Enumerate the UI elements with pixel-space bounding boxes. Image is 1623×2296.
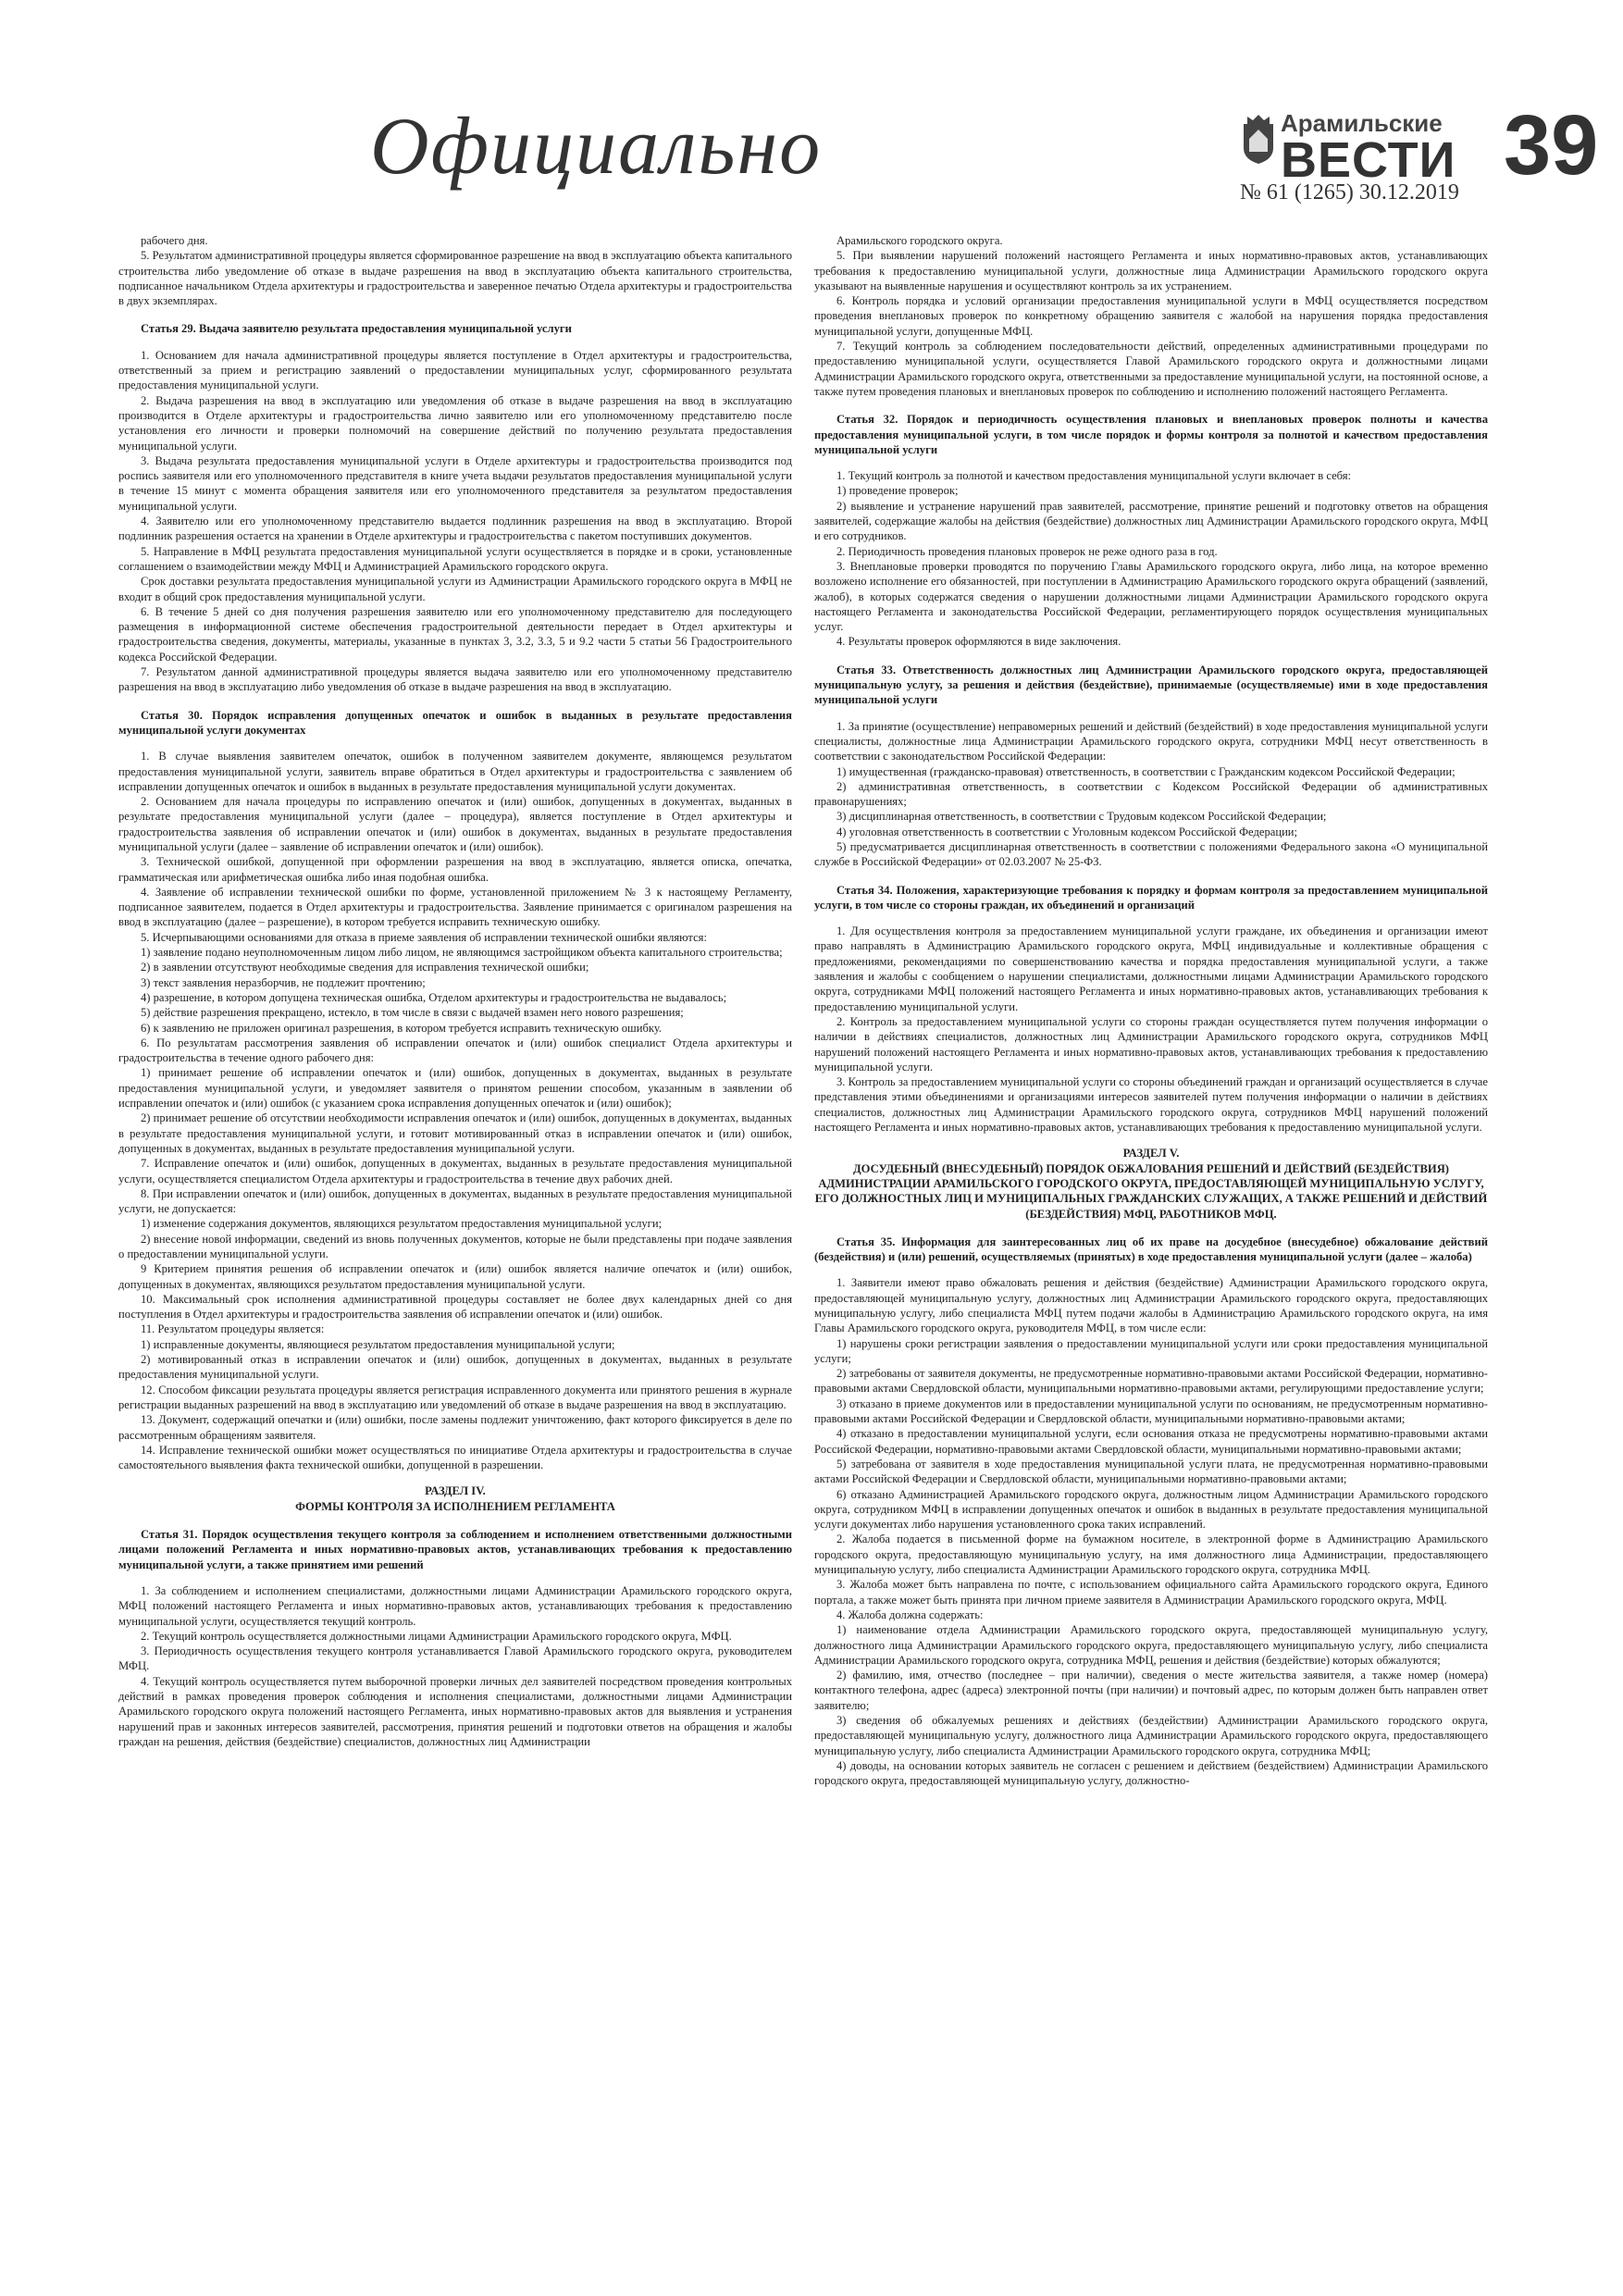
paragraph: 2. Основанием для начала процедуры по исправлению опечаток и (или) ошибок, допущенных в документах, выданных в результате предоставления муниципальной услуги (далее – процедура), является поступление в Отдел архитектуры и градостроительства заявления об исправлении опечаток и (или) ошибок в документах, выданных в результате предоставления муниципальной услуги (далее – заявление об исправлении опечаток и (или) ошибок). bbox=[118, 795, 792, 853]
paragraph: 5) затребована от заявителя в ходе предоставления муниципальной услуги плата, не предусмотренная нормативно-правовыми актами Российской Федерации и Свердловской области, муниципальными нормативно-правовыми актами; bbox=[814, 1457, 1488, 1486]
paragraph: 1) нарушены сроки регистрации заявления о предоставлении муниципальной услуги или сроки предоставления муниципальной услуги; bbox=[814, 1336, 1488, 1365]
paragraph: 1. Текущий контроль за полнотой и качеством предоставления муниципальной услуги включает в себя: bbox=[836, 469, 1352, 483]
paragraph: 1) заявление подано неуполномоченным лицом либо лицом, не являющимся застройщиком объекта капитального строительства; bbox=[141, 946, 783, 960]
paragraph: 6. Контроль порядка и условий организации предоставления муниципальной услуги в МФЦ осуществляется посредством проведения внеплановых проверок по конкретному обращению заявителя с жалобой на нарушения порядка предоставления муниципальной услуги, допущенные МФЦ. bbox=[814, 294, 1488, 338]
paragraph: 2. Текущий контроль осуществляется должностными лицами Администрации Арамильского городского округа, МФЦ. bbox=[141, 1629, 732, 1643]
paragraph: 6. В течение 5 дней со дня получения разрешения заявителю или его уполномоченному представителю для последующего размещения в информационной системе обеспечения градостроительной деятельности передает в Отдел архитектуры и градостроительства сведения, документы, материалы, указанные в пунктах 3, 3.2, 3.3, 5 и 9.2 части 5 статьи 56 Градостроительного кодекса Российской Федерации. bbox=[118, 604, 792, 664]
page-header bbox=[111, 0, 1599, 222]
paragraph: Арамильского городского округа. bbox=[836, 234, 1003, 247]
brand-small-text: Арамильские bbox=[1281, 109, 1443, 137]
paragraph: 3. Жалоба может быть направлена по почте, с использованием официального сайта Арамильского городского округа, Единого портала, а также может быть принята при личном приеме заявителя в Администрации Арамильского городского округа, МФЦ. bbox=[814, 1578, 1488, 1607]
paragraph: 6) отказано Администрацией Арамильского городского округа, должностным лицом Администрации Арамильского городского округа, сотрудником МФЦ в исправлении допущенных опечаток и ошибок в выданных в результате предоставления муниципальной услуги документах либо нарушения установленного срока таких исправлений. bbox=[814, 1487, 1488, 1532]
paragraph: 5. Результатом административной процедуры является сформированное разрешение на ввод в эксплуатацию объекта капитального строительства либо уведомление об отказе в выдаче разрешения на ввод в эксплуатацию объекта капитального строительства, подписанное начальником Отдела архитектуры и градостроительства и заверенное печатью Отдела архитектуры и градостроительства в двух экземплярах. bbox=[118, 249, 792, 308]
paragraph: 2) мотивированный отказ в исправлении опечаток и (или) ошибок, допущенных в документах, выданных в результате предоставления муниципальной услуги. bbox=[118, 1353, 792, 1382]
section-heading: РАЗДЕЛ IV. ФОРМЫ КОНТРОЛЯ ЗА ИСПОЛНЕНИЕМ РЕГЛАМЕНТА bbox=[295, 1484, 615, 1513]
paragraph: 3. Технической ошибкой, допущенной при оформлении разрешения на ввод в эксплуатацию, является описка, опечатка, грамматическая или арифметическая ошибка либо иная подобная ошибка. bbox=[118, 855, 792, 884]
paragraph: рабочего дня. bbox=[141, 234, 208, 247]
paragraph: 4) разрешение, в котором допущена техническая ошибка, Отделом архитектуры и градостроительства не выдавалось; bbox=[141, 990, 727, 1004]
paragraph: 2. Выдача разрешения на ввод в эксплуатацию или уведомления об отказе в выдаче разрешения на ввод в эксплуатацию производится в Отделе архитектуры и градостроительства лично заявителю или его уполномоченному представителю после установления его личности и проверки полномочий на совершение действий по получению результата предоставления муниципальной услуги. bbox=[118, 393, 792, 453]
paragraph: 9 Критерием принятия решения об исправлении опечаток и (или) ошибок является наличие опечаток и (или) ошибок, допущенных в документах, являющихся результатом предоставления муниципальной услуги. bbox=[118, 1262, 792, 1291]
paragraph: 8. При исправлении опечаток и (или) ошибок, допущенных в документах, выданных в результате предоставления муниципальной услуги, не допускается: bbox=[118, 1186, 792, 1216]
paragraph: 2) внесение новой информации, сведений из вновь полученных документов, которые не были представлены при подаче заявления о предоставлении муниципальной услуги. bbox=[118, 1232, 792, 1260]
crest-icon bbox=[1240, 111, 1277, 165]
paragraph: 2) административная ответственность, в соответствии с Кодексом Российской Федерации об административных правонарушениях; bbox=[814, 779, 1488, 809]
paragraph: 4. Заявление об исправлении технической ошибки по форме, установленной приложением № 3 к настоящему Регламенту, подписанное заявителем, подается в Отдел архитектуры и градостроительства. Заявление принимается с оригиналом разрешения на ввод в эксплуатацию (далее – разрешение), в котором требуется исправить техническую ошибку. bbox=[118, 885, 792, 929]
paragraph: 5) действие разрешения прекращено, истекло, в том числе в связи с выдачей взамен него нового разрешения; bbox=[141, 1006, 684, 1020]
paragraph: 3) текст заявления неразборчив, не подлежит прочтению; bbox=[141, 975, 426, 989]
paragraph: 1. За принятие (осуществление) неправомерных решений и действий (бездействий) в ходе предоставления муниципальной услуги специалисты, должностные лица Администрации Арамильского городского округа, сотрудники МФЦ несут ответственность в соответствии с законодательством Российской Федерации: bbox=[814, 719, 1488, 763]
paragraph: 2. Жалоба подается в письменной форме на бумажном носителе, в электронной форме в Администрацию Арамильского городского округа, предоставляющую муниципальную услугу, на имя должностного лица Администрации, предоставляющего муниципальную услугу, либо специалиста Администрации Арамильского городского округа, сотрудника МФЦ. bbox=[814, 1533, 1488, 1577]
paragraph: 2. Периодичность проведения плановых проверок не реже одного раза в год. bbox=[836, 544, 1218, 558]
paragraph: 14. Исправление технической ошибки может осуществляться по инициативе Отдела архитектуры и градостроительства в случае самостоятельного выявления факта технической ошибки, допущенной в разрешении. bbox=[118, 1443, 792, 1472]
left-column bbox=[118, 233, 792, 2251]
paragraph: 2) в заявлении отсутствуют необходимые сведения для исправления технической ошибки; bbox=[141, 961, 589, 974]
paragraph: 4) доводы, на основании которых заявитель не согласен с решением и действием (бездействием) Администрации Арамильского городского округа, предоставляющей муниципальную услугу, должностно- bbox=[814, 1758, 1488, 1788]
paragraph: 1. В случае выявления заявителем опечаток, ошибок в полученном заявителем документе, являющемся результатом предоставления муниципальной услуги, заявитель вправе обратиться в Отдел архитектуры и градостроительства с заявлением об исправлении допущенных опечаток и ошибок в выданных в результате предоставления муниципальной услуги документах. bbox=[118, 750, 792, 793]
paragraph: 1) принимает решение об исправлении опечаток и (или) ошибок, допущенных в документах, выданных в результате предоставления муниципальной услуги, и уведомляет заявителя о принятом решении способом, указанным в заявлении об исправлении опечаток и (или) ошибок (с указанием срока исправления допущенных опечаток и (или) ошибок); bbox=[118, 1066, 792, 1111]
paragraph: 1. Для осуществления контроля за предоставлением муниципальной услуги граждане, их объединения и организации имеют право направлять в Администрацию Арамильского городского округа, МФЦ индивидуальные и коллективные обращения с предложениями, рекомендациями по совершенствованию качества и порядка предоставления муниципальной услуги, а также заявления и жалобы с сообщением о нарушении специалистами, должностными лицами Администрации Арамильского городского округа, сотрудниками МФЦ положений настоящего Регламента и иных нормативно-правовых актов, устанавливающих требования к предоставлению муниципальной услуги. bbox=[814, 925, 1488, 1013]
paragraph: 7. Результатом данной административной процедуры является выдача заявителю или его уполномоченному представителю разрешения на ввод в эксплуатацию либо уведомления об отказе в выдаче разрешения на ввод в эксплуатацию. bbox=[118, 665, 792, 694]
paragraph: 1. Основанием для начала административной процедуры является поступление в Отдел архитектуры и градостроительства, ответственный за прием и регистрацию заявлений о предоставлении муниципальных услуг, сформированного результата предоставления муниципальной услуги. bbox=[118, 348, 792, 392]
paragraph: 6. По результатам рассмотрения заявления об исправлении опечаток и (или) ошибок специалист Отдела архитектуры и градостроительства в течение одного рабочего дня: bbox=[118, 1036, 792, 1065]
paragraph: 1. Заявители имеют право обжаловать решения и действия (бездействие) Администрации Арамильского городского округа, предоставляющей муниципальную услугу, должностных лиц Администрации Арамильского городского округа, предоставляющих муниципальную услугу, либо специалиста МФЦ путем подачи жалобы в Администрацию Арамильского городского округа, на имя Главы Арамильского городского округа, руководителя МФЦ, в том числе если: bbox=[814, 1276, 1488, 1335]
paragraph: 2) принимает решение об отсутствии необходимости исправления опечаток и (или) ошибок, допущенных в документах, выданных в результате предоставления муниципальной услуги, и готовит мотивированный отказ в исправлении опечаток и (или) ошибок, допущенных в документах, выданных в результате предоставления муниципальной услуги. bbox=[118, 1111, 792, 1155]
article-heading: Статья 33. Ответственность должностных лиц Администрации Арамильского городского округа, предоставляющей муниципальную услугу, за решения и действия (бездействие), принимаемые (осуществляемые) ими в ходе предоставления муниципальной услуги bbox=[814, 663, 1488, 707]
paragraph: 12. Способом фиксации результата процедуры является регистрация исправленного документа или принятого решения в журнале регистрации выданных разрешений на ввод в эксплуатацию или уведомлений об отказе в выдаче разрешения на ввод в эксплуатацию. bbox=[118, 1383, 792, 1411]
right-column bbox=[814, 233, 1488, 2251]
paragraph: 7. Текущий контроль за соблюдением последовательности действий, определенных административными процедурами по предоставлению муниципальной услуги, осуществляется Главой Арамильского городского округа и должностными лицами Администрации Арамильского городского округа, ответственными за предоставление муниципальной услуги, на постоянной основе, а также путем проведения плановых и внеплановых проверок по соблюдению и исполнению положений настоящего Регламента. bbox=[814, 340, 1488, 398]
paragraph: 4) уголовная ответственность в соответствии с Уголовным кодексом Российской Федерации; bbox=[836, 825, 1298, 838]
paragraph: 1) исправленные документы, являющиеся результатом предоставления муниципальной услуги; bbox=[141, 1337, 615, 1351]
paragraph: 1) имущественная (гражданско-правовая) ответственность, в соответствии с Гражданским кодексом Российской Федерации; bbox=[836, 764, 1456, 778]
paragraph: 3) отказано в приеме документов или в предоставлении муниципальной услуги по основаниям, не предусмотренным нормативно-правовыми актами Российской Федерации и Свердловской области, муниципальными нормативно-правовыми актами; bbox=[814, 1396, 1488, 1426]
paragraph: 6) к заявлению не приложен оригинал разрешения, в котором требуется исправить техническую ошибку. bbox=[141, 1021, 663, 1035]
paragraph: 7. Исправление опечаток и (или) ошибок, допущенных в документах, выданных в результате предоставления муниципальной услуги, осуществляется специалистом Отдела архитектуры и градостроительства в течение двух рабочих дней. bbox=[118, 1157, 792, 1185]
paragraph: 3. Периодичность осуществления текущего контроля устанавливается Главой Арамильского городского округа, руководителем МФЦ. bbox=[118, 1644, 792, 1673]
article-heading: Статья 32. Порядок и периодичность осуществления плановых и внеплановых проверок полноты и качества предоставления муниципальной услуги, в том числе порядок и формы контроля за полнотой и качеством предоставления муниципальной услуги bbox=[814, 413, 1488, 456]
paragraph: 5) предусматривается дисциплинарная ответственность в соответствии с положениями Федерального закона «О муниципальной службе в Российской Федерации» от 02.03.2007 № 25-ФЗ. bbox=[814, 839, 1488, 869]
article-heading: Статья 35. Информация для заинтересованных лиц об их праве на досудебное (внесудебное) обжалование действий (бездействия) и (или) решений, осуществляемых (принятых) в ходе предоставления муниципальной услуги (далее – жалоба) bbox=[814, 1235, 1488, 1264]
paragraph: 5. При выявлении нарушений положений настоящего Регламента и иных нормативно-правовых актов, устанавливающих требования к предоставлению муниципальной услуги, должностные лица Администрации Арамильского городского округа указывают на выявленные нарушения и осуществляют контроль за их устранением. bbox=[814, 249, 1488, 292]
paragraph: 4. Текущий контроль осуществляется путем выборочной проверки личных дел заявителей посредством проведения контрольных действий в рамках проведения проверок соблюдения и исполнения специалистами, должностными лицами Администрации Арамильского городского округа положений настоящего Регламента, иных нормативно-правовых актов для выявления и устранения нарушений прав и законных интересов заявителей, рассмотрения, принятия решений и подготовки ответов на обращения и жалобы граждан на решения, действия (бездействие) специалистов, должностных лиц Администрации bbox=[118, 1674, 792, 1748]
paragraph: 1) наименование отдела Администрации Арамильского городского округа, предоставляющей муниципальную услугу, должностного лица Администрации Арамильского городского округа, предоставляющего муниципальную услугу, либо специалиста Администрации Арамильского городского округа, сотрудника МФЦ, решения и действия (бездействие) которых обжалуются; bbox=[814, 1623, 1488, 1667]
section-heading: РАЗДЕЛ V. ДОСУДЕБНЫЙ (ВНЕСУДЕБНЫЙ) ПОРЯДОК ОБЖАЛОВАНИЯ РЕШЕНИЙ И ДЕЙСТВИЙ (БЕЗДЕЙСТВИЯ) АДМИНИСТРАЦИИ АРАМИЛЬСКОГО ГОРОДСКОГО ОКРУГА, ПРЕДОСТАВЛЯЮЩЕЙ МУНИЦИПАЛЬНУЮ УСЛУГУ, ЕГО ДОЛЖНОСТНЫХ ЛИЦ И МУНИЦИПАЛЬНЫХ ГРАЖДАНСКИХ СЛУЖАЩИХ, А ТАКЖЕ РЕШЕНИЙ И ДЕЙСТВИЙ (БЕЗДЕЙСТВИЯ) МФЦ, РАБОТНИКОВ МФЦ. bbox=[814, 1147, 1488, 1221]
paragraph: 1) проведение проверок; bbox=[836, 484, 959, 498]
paragraph: 3. Выдача результата предоставления муниципальной услуги в Отделе архитектуры и градостроительства производится под роспись заявителя или его уполномоченного представителя в книге учета выдачи результатов предоставления муниципальной услуги в течение 15 минут с момента обращения заявителя или его уполномоченного представителя за результатом предоставления муниципальной услуги. bbox=[118, 453, 792, 513]
page-number: 39 bbox=[1504, 98, 1599, 192]
paragraph: 1. За соблюдением и исполнением специалистами, должностными лицами Администрации Арамильского городского округа, МФЦ положений настоящего Регламента и иных нормативно-правовых актов, устанавливающих требования к предоставлению муниципальной услуги, осуществляется текущий контроль. bbox=[118, 1583, 792, 1628]
paragraph: 2) затребованы от заявителя документы, не предусмотренные нормативно-правовыми актами Российской Федерации, нормативно-правовыми актами Свердловской области, муниципальными нормативно-правовыми актами, регулирующими предоставление услуги; bbox=[814, 1367, 1488, 1396]
section-title: Официально bbox=[370, 102, 823, 192]
paragraph: 4. Жалоба должна содержать: bbox=[836, 1607, 984, 1621]
article-heading: Статья 29. Выдача заявителю результата предоставления муниципальной услуги bbox=[141, 322, 572, 336]
paragraph: 3. Внеплановые проверки проводятся по поручению Главы Арамильского городского округа, либо лица, на которое временно возложено исполнение его обязанностей, при поступлении в Администрацию Арамильского городского округа обращений (заявлений, жалоб), в которых содержатся сведения о нарушении должностными лицами Администрации Арамильского городского округа настоящего Регламента и законодательства Российской Федерации, регламентирующего порядок осуществления муниципальных услуг. bbox=[814, 559, 1488, 634]
paragraph: 3) дисциплинарная ответственность, в соответствии с Трудовым кодексом Российской Федерации; bbox=[836, 810, 1327, 824]
article-heading: Статья 30. Порядок исправления допущенных опечаток и ошибок в выданных в результате предоставления муниципальной услуги документах bbox=[118, 708, 792, 737]
paragraph: 13. Документ, содержащий опечатки и (или) ошибки, после замены подлежит уничтожению, факт которого фиксируется в деле по рассмотренным обращениям заявителя. bbox=[118, 1413, 792, 1442]
brand-big-text: ВЕСТИ bbox=[1281, 132, 1456, 188]
paragraph: 10. Максимальный срок исполнения административной процедуры составляет не более двух календарных дней со дня поступления в Отдел архитектуры и градостроительства заявления об исправлении опечаток и (или) ошибок. bbox=[118, 1292, 792, 1322]
paragraph: 4. Результаты проверок оформляются в виде заключения. bbox=[836, 635, 1121, 649]
paragraph: 3) сведения об обжалуемых решениях и действиях (бездействии) Администрации Арамильского городского округа, предоставляющей муниципальную услугу, должностного лица Администрации Арамильского городского округа, предоставляющего муниципальную услугу, либо специалиста Администрации Арамильского городского округа, сотрудника МФЦ; bbox=[814, 1714, 1488, 1757]
article-heading: Статья 34. Положения, характеризующие требования к порядку и формам контроля за предоставлением муниципальной услуги, в том числе со стороны граждан, их объединений и организаций bbox=[814, 883, 1488, 912]
paragraph: 2. Контроль за предоставлением муниципальной услуги со стороны граждан осуществляется путем получения информации о наличии в действиях специалистов, должностных лиц Администрации Арамильского городского округа, сотрудников МФЦ нарушений положений настоящего Регламента и иных нормативно-правовых актов, устанавливающих требования к предоставлению муниципальной услуги. bbox=[814, 1014, 1488, 1074]
paragraph: 2) выявление и устранение нарушений прав заявителей, рассмотрение, принятие решений и подготовку ответов на обращения заявителей, содержащие жалобы на действия (бездействие) должностных лиц Администрации Арамильского городского округа, МФЦ и его сотрудников. bbox=[814, 499, 1488, 543]
paragraph: Срок доставки результата предоставления муниципальной услуги из Администрации Арамильского городского округа в МФЦ не входит в общий срок предоставления муниципальной услуги. bbox=[118, 575, 792, 603]
paragraph: 2) фамилию, имя, отчество (последнее – при наличии), сведения о месте жительства заявителя, а также номер (номера) контактного телефона, адрес (адреса) электронной почты (при наличии) и почтовый адрес, по которым должен быть направлен ответ заявителю; bbox=[814, 1669, 1488, 1712]
article-columns bbox=[118, 233, 1497, 2251]
paragraph: 4) отказано в предоставлении муниципальной услуги, если основания отказа не предусмотрены нормативно-правовыми актами Российской Федерации, нормативно-правовыми актами Свердловской области, муниципальными нормативно-правовыми актами; bbox=[814, 1427, 1488, 1456]
paragraph: 1) изменение содержания документов, являющихся результатом предоставления муниципальной услуги; bbox=[141, 1217, 663, 1231]
paragraph: 3. Контроль за предоставлением муниципальной услуги со стороны объединений граждан и организаций осуществляется в случае представления этими объединениями и организациями интересов заявителей путем получения информации о наличии в действиях специалистов, должностных лиц Администрации Арамильского городского округа, сотрудников МФЦ нарушений положений настоящего Регламента и иных нормативно-правовых актов, устанавливающих требования к предоставлению муниципальной услуги. bbox=[814, 1075, 1488, 1135]
article-heading: Статья 31. Порядок осуществления текущего контроля за соблюдением и исполнением ответственными должностными лицами положений Регламента и иных нормативно-правовых актов, устанавливающих требования к предоставлению муниципальной услуги, а также принятием ими решений bbox=[118, 1528, 792, 1571]
paragraph: 5. Исчерпывающими основаниями для отказа в приеме заявления об исправлении технической ошибки являются: bbox=[141, 930, 707, 944]
issue-info: № 61 (1265) 30.12.2019 bbox=[1240, 180, 1459, 205]
paragraph: 5. Направление в МФЦ результата предоставления муниципальной услуги осуществляется в порядке и в сроки, установленные соглашением о взаимодействии между МФЦ и Администрацией Арамильского городского округа. bbox=[118, 544, 792, 573]
paragraph: 11. Результатом процедуры является: bbox=[141, 1322, 325, 1336]
paragraph: 4. Заявителю или его уполномоченному представителю выдается подлинник разрешения на ввод в эксплуатацию. Второй подлинник разрешения остается на хранении в Отделе архитектуры и градостроительства с пакетом поступивших документов. bbox=[118, 515, 792, 543]
